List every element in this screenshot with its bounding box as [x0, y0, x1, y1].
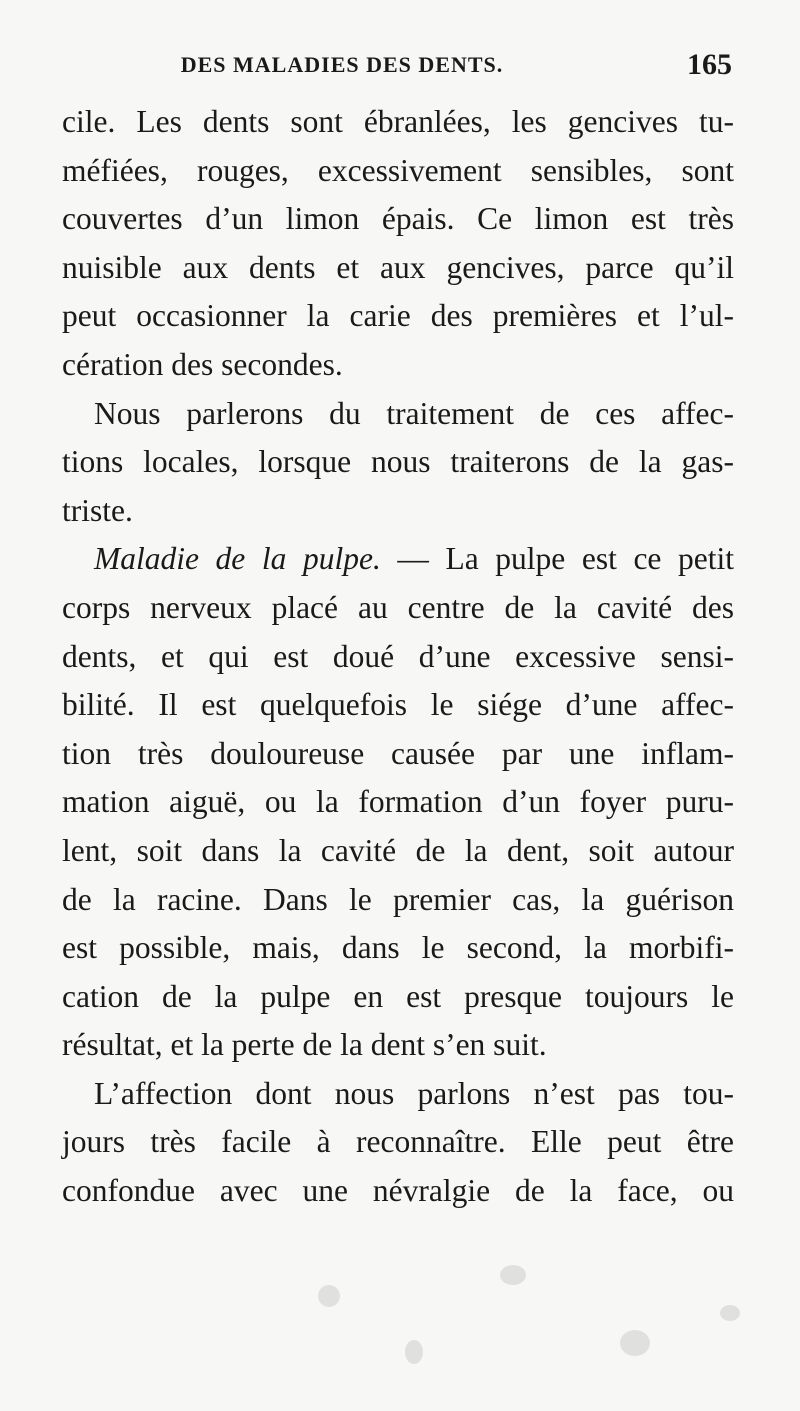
text-line — [62, 827, 734, 876]
text-line — [62, 390, 734, 439]
text-run: tions locales, lorsque nous traiterons de la gas- — [62, 444, 734, 480]
paper-speck — [318, 1285, 340, 1307]
text-line — [62, 244, 734, 293]
text-run: Nous parlerons du traitement de ces affec- — [94, 395, 734, 431]
text-line — [62, 924, 734, 973]
text-run: méfiées, rouges, excessivement sensibles, sont — [62, 152, 734, 188]
text-line — [62, 681, 734, 730]
text-run: peut occasionner la carie des premières et l’ul- — [62, 298, 734, 334]
text-run: nuisible aux dents et aux gencives, parce qu’il — [62, 249, 734, 285]
text-run: jours très facile à reconnaître. Elle peut être — [62, 1124, 734, 1160]
text-line — [62, 147, 734, 196]
text-run: résultat, et la perte de la dent s’en suit. — [62, 1027, 547, 1063]
text-line — [62, 487, 734, 536]
paper-speck — [620, 1330, 650, 1356]
text-line — [62, 438, 734, 487]
text-run: tion très douloureuse causée par une inflam- — [62, 735, 734, 771]
text-line — [62, 584, 734, 633]
text-line — [62, 535, 734, 584]
section-heading-italic: Maladie de la pulpe. — [94, 541, 381, 577]
page-number: 165 — [687, 48, 732, 81]
text-run: confondue avec une névralgie de la face, ou — [62, 1173, 734, 1209]
text-line — [62, 341, 734, 390]
text-run: couvertes d’un limon épais. Ce limon est très — [62, 201, 734, 237]
text-run: triste. — [62, 492, 133, 528]
text-line — [62, 633, 734, 682]
text-run: cération des secondes. — [62, 346, 343, 382]
text-line — [62, 1118, 734, 1167]
text-line — [62, 876, 734, 925]
text-run: dents, et qui est doué d’une excessive sensi- — [62, 638, 734, 674]
text-run: est possible, mais, dans le second, la morbifi- — [62, 930, 734, 966]
text-line — [62, 1021, 734, 1070]
text-run: mation aiguë, ou la formation d’un foyer puru- — [62, 784, 734, 820]
text-line — [62, 195, 734, 244]
text-run: L’affection dont nous parlons n’est pas tou- — [94, 1075, 734, 1111]
paper-speck — [405, 1340, 423, 1364]
text-line — [62, 973, 734, 1022]
text-line — [62, 98, 734, 147]
text-line — [62, 778, 734, 827]
text-run: lent, soit dans la cavité de la dent, soit autour — [62, 832, 734, 868]
text-run: cile. Les dents sont ébranlées, les gencives tu- — [62, 104, 734, 139]
text-run: corps nerveux placé au centre de la cavité des — [62, 589, 734, 625]
text-line — [62, 292, 734, 341]
text-run: bilité. Il est quelquefois le siége d’une affec- — [62, 687, 734, 723]
text-line — [62, 730, 734, 779]
text-run: de la racine. Dans le premier cas, la guérison — [62, 881, 734, 917]
text-run: cation de la pulpe en est presque toujours le — [62, 978, 734, 1014]
text-line — [62, 1070, 734, 1119]
text-run: — La pulpe est ce petit — [380, 541, 734, 577]
text-line — [62, 1167, 734, 1216]
paper-speck — [500, 1265, 526, 1285]
body-text — [62, 98, 734, 1216]
page-header — [62, 50, 732, 86]
running-title: DES MALADIES DES DENTS. — [180, 52, 504, 77]
paper-speck — [720, 1305, 740, 1321]
